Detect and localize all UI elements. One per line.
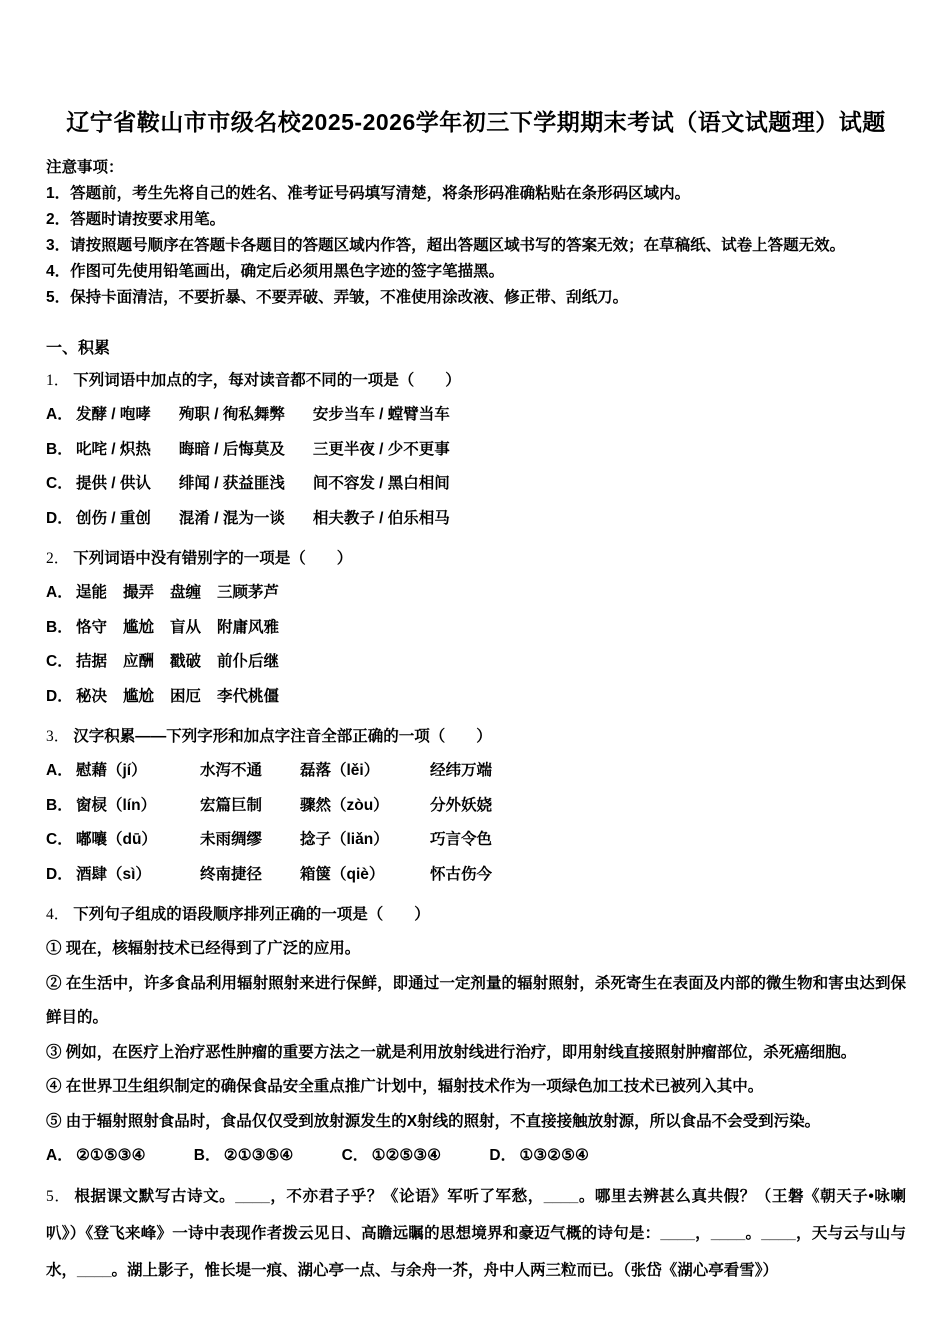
- question-number: 5．: [46, 1187, 71, 1205]
- option-label: D．: [46, 687, 73, 705]
- option-label: C．: [46, 831, 73, 848]
- option-text: 间不容发 / 黑白相间: [312, 475, 450, 492]
- option-text: 恪守: [76, 618, 108, 636]
- option-row: [46, 754, 906, 789]
- option-row: [46, 467, 906, 502]
- page-title: 辽宁省鞍山市市级名校2025-2026学年初三下学期期末考试（语文试题理）试题: [66, 109, 886, 135]
- answer-option: [489, 1139, 588, 1174]
- option-text: 三顾茅芦: [217, 584, 280, 601]
- question-stem: [46, 720, 906, 754]
- answer-option: [46, 1139, 145, 1174]
- option-text: 安步当车 / 螳臂当车: [312, 406, 450, 423]
- option-text: 逞能: [76, 584, 108, 601]
- question-stem-text: 下列词语中加点的字，每对读音都不同的一项是（ ）: [73, 372, 461, 389]
- question-5: [46, 1178, 906, 1289]
- option-label: A．: [46, 584, 73, 601]
- option-text: 经纬万端: [430, 762, 493, 779]
- option-label: A．: [46, 762, 73, 779]
- answer-value: ①②⑤③④: [371, 1147, 442, 1164]
- answer-label: D．: [489, 1147, 517, 1164]
- question-stem: [46, 364, 906, 398]
- answer-value: ①③②⑤④: [519, 1147, 589, 1164]
- option-text: 提供 / 供认: [76, 475, 151, 492]
- option-text: 宏篇巨制: [200, 796, 263, 814]
- option-text: 水泻不通: [200, 762, 263, 779]
- dictation-question: [46, 1178, 906, 1289]
- option-label: B．: [46, 618, 73, 636]
- answer-value: ②①③⑤④: [223, 1147, 294, 1164]
- option-text: 嘟嚷（dū）: [76, 831, 157, 848]
- option-row: [46, 502, 906, 537]
- answer-label: B．: [193, 1147, 221, 1164]
- question-1: [46, 364, 906, 536]
- option-row: [46, 680, 906, 715]
- option-label: A．: [46, 406, 73, 423]
- option-text: 撮弄: [123, 584, 155, 601]
- answer-label: C．: [341, 1147, 369, 1164]
- notice-item: 4．作图可先使用铅笔画出，确定后必须用黑色字迹的签字笔描黑。: [46, 263, 505, 280]
- option-label: D．: [46, 509, 73, 527]
- option-text: 应酬: [123, 653, 155, 670]
- option-row: [46, 611, 906, 646]
- notice-section: [46, 155, 906, 311]
- option-label: C．: [46, 653, 73, 670]
- option-row: [46, 823, 906, 858]
- option-text: 分外妖娆: [430, 796, 493, 814]
- question-number: 1．: [46, 372, 70, 389]
- option-text: 箱箧（qiè）: [300, 865, 385, 883]
- option-text: 相夫教子 / 伯乐相马: [312, 509, 450, 527]
- question-number: 4．: [46, 906, 70, 923]
- option-text: 前仆后继: [217, 653, 280, 670]
- dictation-text: 根据课文默写古诗文。____，不亦君子乎？《论语》军听了军愁，____。哪里去辨甚么真共假？（王磐《朝天子•咏喇叭》）《登飞来峰》一诗中表现作者拨云见日、高瞻远瞩的思想境界和豪迈气概的诗句是：____，____。____，天与云与山与水，____。湖上影子，惟长堤一痕、湖心亭一点、与余舟一芥，舟中人两三粒而已。（张岱《湖心亭看雪》）: [46, 1187, 906, 1279]
- notice-item: 2．答题时请按要求用笔。: [46, 211, 226, 228]
- option-text: 酒肆（sì）: [76, 865, 151, 883]
- ordering-sentence: ③ 例如，在医疗上治疗恶性肿瘤的重要方法之一就是利用放射线进行治疗，即用射线直接照射肿瘤部位，杀死癌细胞。: [46, 1043, 857, 1061]
- option-row: [46, 433, 906, 468]
- ordering-sentence: ⑤ 由于辐射照射食品时，食品仅仅受到放射源发生的X射线的照射，不直接接触放射源，所以食品不会受到污染。: [46, 1112, 821, 1130]
- option-text: 殉职 / 徇私舞弊: [178, 406, 285, 423]
- question-stem: [46, 898, 906, 932]
- option-text: 窗棂（lín）: [76, 796, 157, 814]
- option-label: B．: [46, 440, 73, 458]
- answer-label: A．: [46, 1147, 73, 1164]
- option-text: 附庸风雅: [217, 618, 280, 636]
- question-3: [46, 720, 906, 892]
- option-text: 混淆 / 混为一谈: [178, 509, 285, 527]
- question-stem: [46, 542, 906, 576]
- option-text: 巧言令色: [430, 831, 493, 848]
- question-number: 3．: [46, 728, 70, 745]
- option-label: C．: [46, 475, 73, 492]
- ordering-sentence: ② 在生活中，许多食品利用辐射照射来进行保鲜，即通过一定剂量的辐射照射，杀死寄生在表面及内部的微生物和害虫达到保鲜目的。: [46, 974, 906, 1026]
- question-stem-text: 下列词语中没有错别字的一项是（ ）: [73, 550, 353, 567]
- option-row: [46, 858, 906, 893]
- notice-item: 1．答题前，考生先将自己的姓名、准考证号码填写清楚，将条形码准确粘贴在条形码区域内。: [46, 185, 691, 202]
- ordering-sentence: ① 现在，核辐射技术已经得到了广泛的应用。: [46, 940, 361, 957]
- answer-value: ②①⑤③④: [76, 1147, 146, 1164]
- option-row: [46, 645, 906, 680]
- option-text: 盲从: [170, 618, 202, 636]
- option-text: 发酵 / 咆哮: [76, 406, 151, 423]
- option-text: 终南捷径: [200, 865, 263, 883]
- question-number: 2．: [46, 550, 70, 567]
- option-label: D．: [46, 865, 73, 883]
- answer-option: [194, 1139, 293, 1174]
- ordering-sentence: ④ 在世界卫生组织制定的确保食品安全重点推广计划中，辐射技术作为一项绿色加工技术已被列入其中。: [46, 1078, 764, 1095]
- option-label: B．: [46, 796, 73, 814]
- option-row: [46, 576, 906, 611]
- option-text: 骤然（zòu）: [300, 796, 389, 814]
- option-text: 戳破: [170, 653, 202, 670]
- section-heading: 一、积累: [46, 340, 111, 357]
- answer-option: [342, 1139, 441, 1174]
- option-text: 盘缠: [170, 584, 202, 601]
- question-stem-text: 下列句子组成的语段顺序排列正确的一项是（ ）: [73, 906, 430, 923]
- option-row: [46, 789, 906, 824]
- option-text: 拮据: [76, 653, 108, 670]
- notice-item: 3．请按照题号顺序在答题卡各题目的答题区域内作答，超出答题区域书写的答案无效；在草稿纸、试卷上答题无效。: [46, 237, 846, 254]
- option-text: 捻子（liǎn）: [300, 831, 389, 848]
- option-text: 磊落（lěi）: [300, 762, 380, 779]
- option-text: 未雨绸缪: [200, 831, 263, 848]
- notice-item: 5．保持卡面清洁，不要折暴、不要弄破、弄皱，不准使用涂改液、修正带、刮纸刀。: [46, 289, 629, 306]
- option-text: 叱咤 / 炽热: [76, 440, 151, 458]
- option-text: 晦暗 / 后悔莫及: [178, 440, 285, 458]
- option-text: 尴尬: [123, 618, 155, 636]
- question-stem-text: 汉字积累——下列字形和加点字注音全部正确的一项（ ）: [73, 728, 492, 745]
- option-text: 绯闻 / 获益匪浅: [178, 475, 285, 492]
- option-text: 慰藉（jí）: [76, 762, 147, 779]
- option-text: 秘决: [76, 687, 108, 705]
- question-4: [46, 898, 906, 1174]
- option-row: [46, 398, 906, 433]
- option-text: 三更半夜 / 少不更事: [312, 440, 450, 458]
- question-2: [46, 542, 906, 714]
- option-text: 尴尬: [123, 687, 155, 705]
- notice-heading: 注意事项：: [46, 159, 124, 176]
- option-text: 困厄: [170, 687, 202, 705]
- option-text: 创伤 / 重创: [76, 509, 151, 527]
- option-text: 怀古伤今: [430, 865, 493, 883]
- answer-row: [46, 1139, 906, 1174]
- option-text: 李代桃僵: [217, 687, 280, 705]
